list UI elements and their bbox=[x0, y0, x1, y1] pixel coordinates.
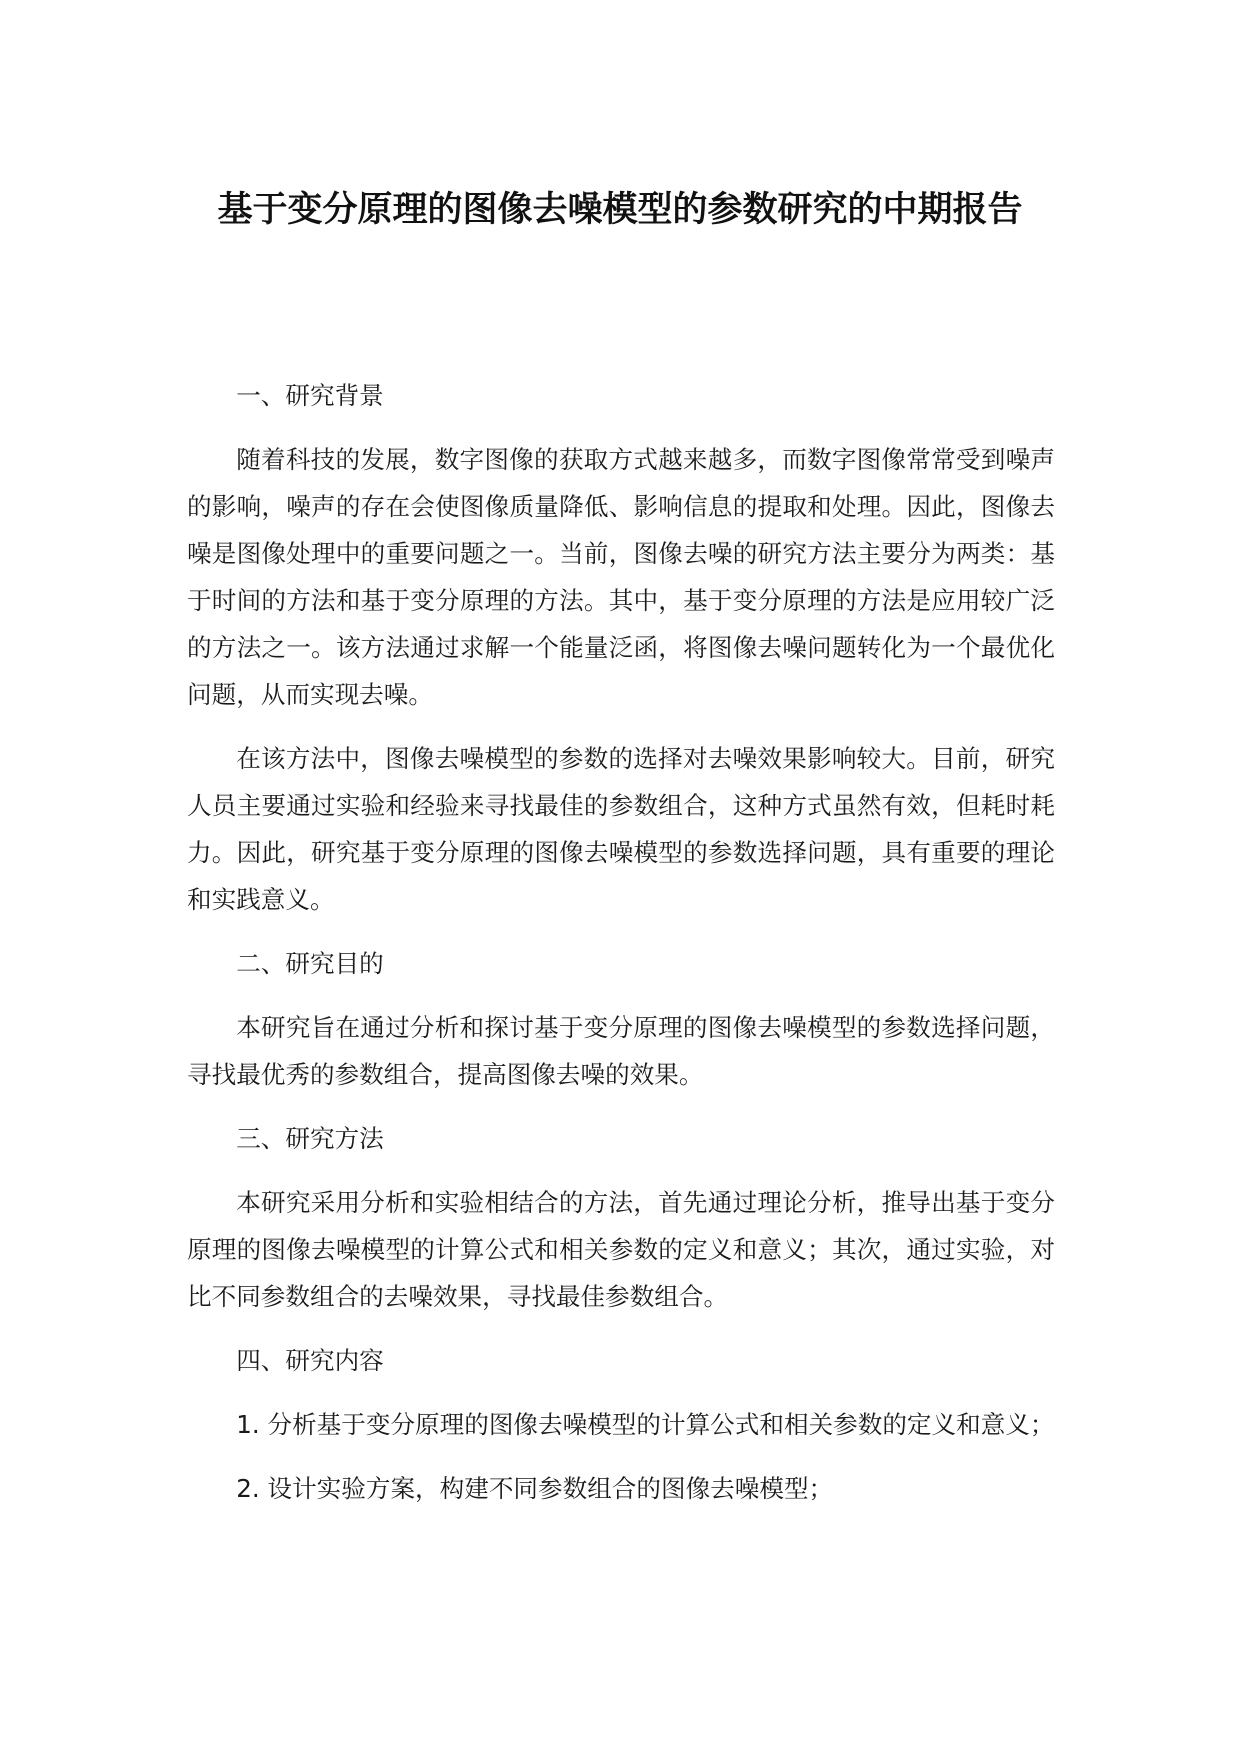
section-heading: 三、研究方法 bbox=[236, 1124, 384, 1153]
paragraph: 本研究采用分析和实验相结合的方法，首先通过理论分析，推导出基于变分原理的图像去噪模型的计算公式和相关参数的定义和意义；其次，通过实验，对比不同参数组合的去噪效果，寻找最佳参数组合。 bbox=[187, 1188, 1055, 1311]
document-title: 基于变分原理的图像去噪模型的参数研究的中期报告 bbox=[217, 190, 1023, 230]
paragraph: 2. 设计实验方案，构建不同参数组合的图像去噪模型； bbox=[236, 1474, 834, 1503]
paragraph: 在该方法中，图像去噪模型的参数的选择对去噪效果影响较大。目前，研究人员主要通过实验和经验来寻找最佳的参数组合，这种方式虽然有效，但耗时耗力。因此，研究基于变分原理的图像去噪模型的参数选择问题，具有重要的理论和实践意义。 bbox=[187, 744, 1055, 914]
paragraph: 随着科技的发展，数字图像的获取方式越来越多，而数字图像常常受到噪声的影响，噪声的存在会使图像质量降低、影响信息的提取和处理。因此，图像去噪是图像处理中的重要问题之一。当前，图像去噪的研究方法主要分为两类：基于时间的方法和基于变分原理的方法。其中，基于变分原理的方法是应用较广泛的方法之一。该方法通过求解一个能量泛函，将图像去噪问题转化为一个最优化问题，从而实现去噪。 bbox=[187, 445, 1055, 709]
document-body bbox=[187, 372, 1055, 1529]
paragraph: 1. 分析基于变分原理的图像去噪模型的计算公式和相关参数的定义和意义； bbox=[236, 1410, 1055, 1439]
section-heading: 二、研究目的 bbox=[236, 949, 384, 978]
section-heading: 一、研究背景 bbox=[236, 381, 384, 410]
paragraph: 本研究旨在通过分析和探讨基于变分原理的图像去噪模型的参数选择问题，寻找最优秀的参数组合，提高图像去噪的效果。 bbox=[187, 1013, 1055, 1089]
section-heading: 四、研究内容 bbox=[236, 1346, 384, 1375]
